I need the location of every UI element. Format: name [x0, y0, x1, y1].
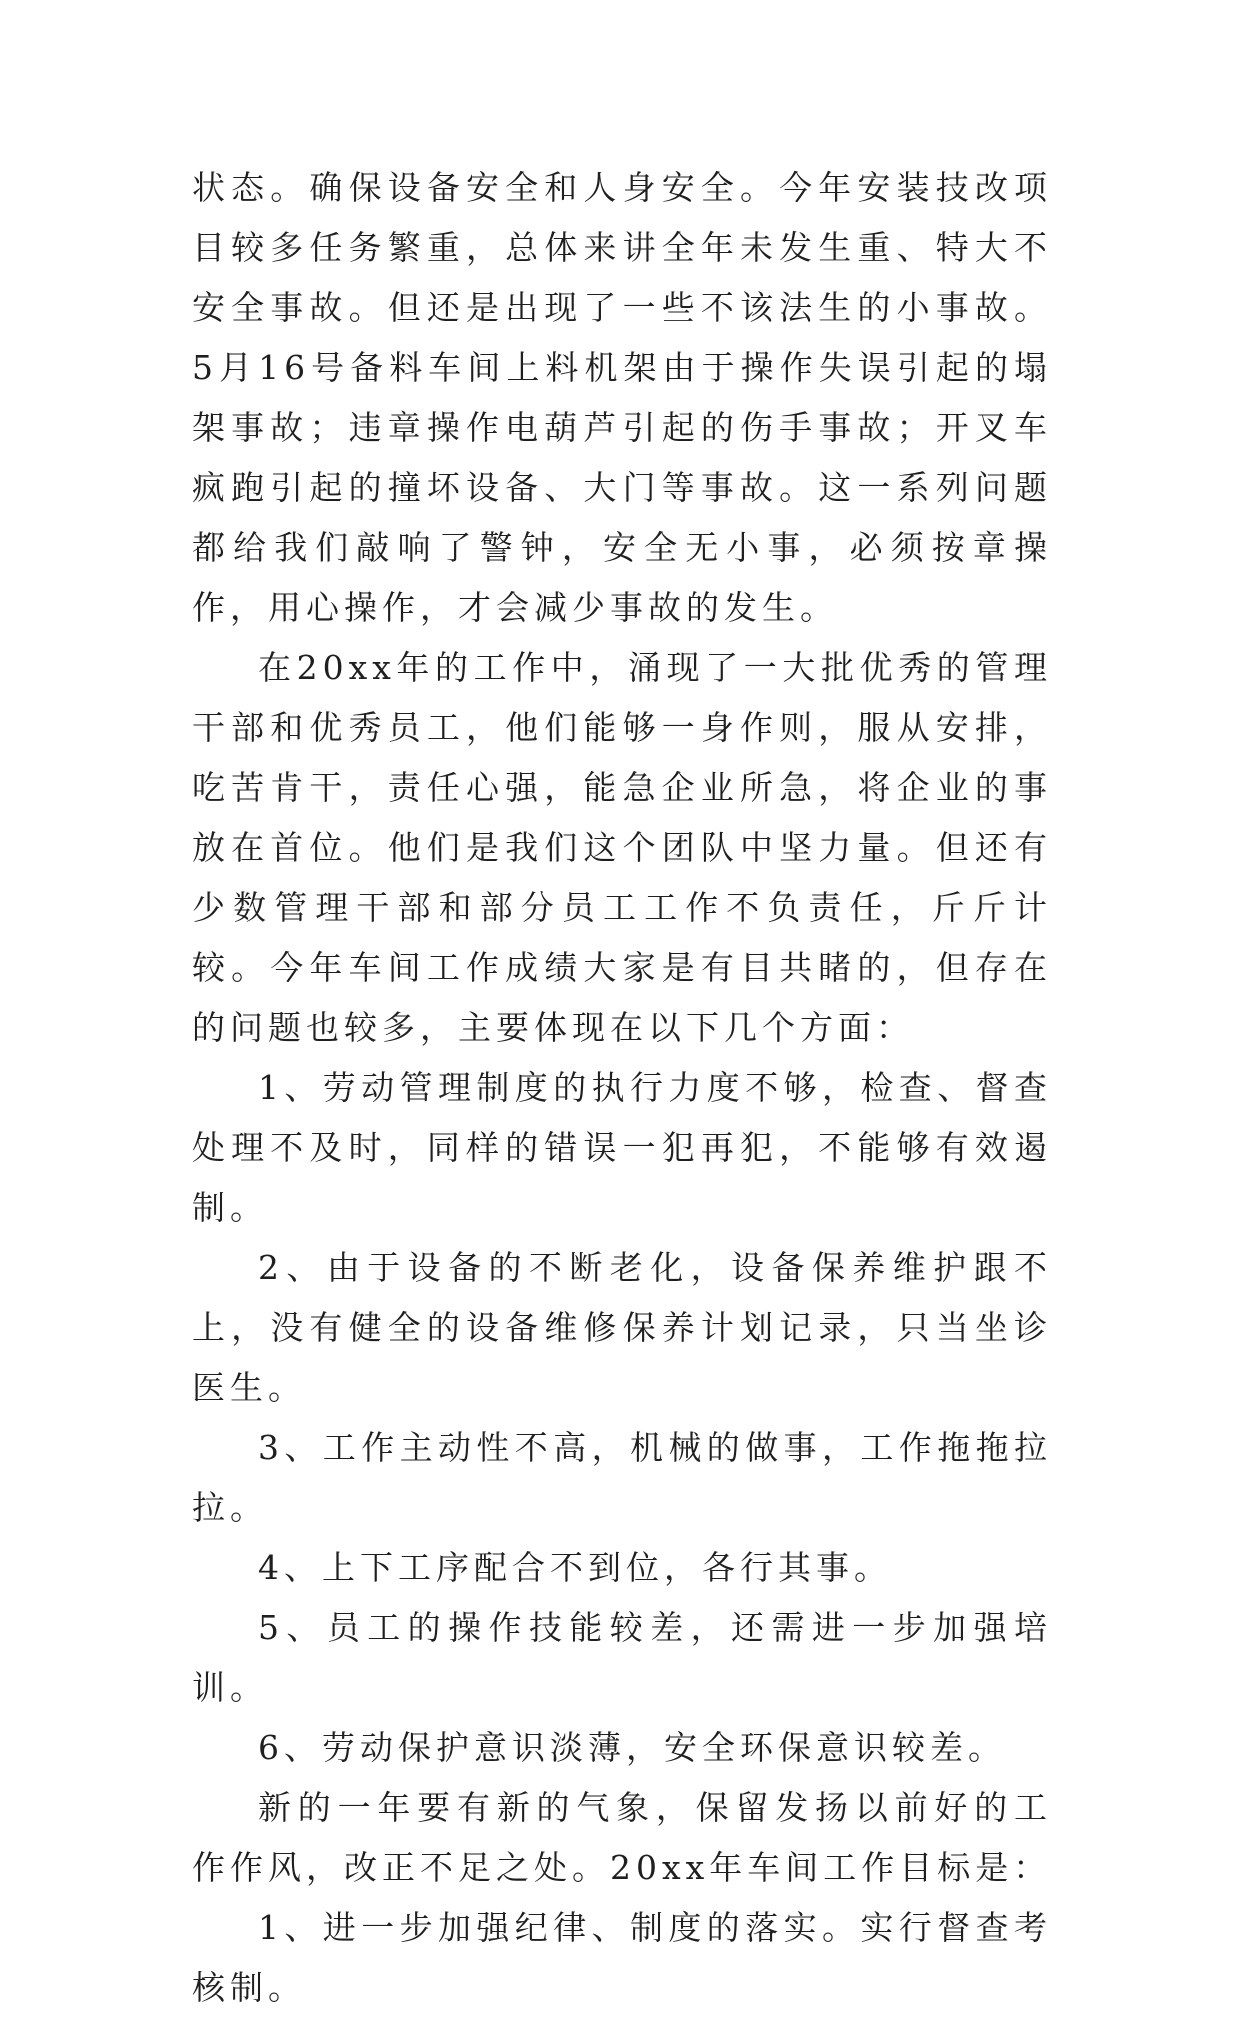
list-item-problem-4: 4、上下工序配合不到位，各行其事。: [258, 1548, 892, 1587]
list-item-problem-6: 6、劳动保护意识淡薄，安全环保意识较差。: [258, 1728, 1006, 1767]
list-item-problem-2: 2、由于设备的不断老化，设备保养维护跟不上，没有健全的设备维修保养计划记录，只当坐诊医生。: [192, 1248, 1052, 1407]
paragraph-safety-summary: 状态。确保设备安全和人身安全。今年安装技改项目较多任务繁重，总体来讲全年未发生重、特大不安全事故。但还是出现了一些不该法生的小事故。5月16号备料车间上料机架由于操作失误引起的塌架事故；违章操作电葫芦引起的伤手事故；开叉车疯跑引起的撞坏设备、大门等事故。这一系列问题都给我们敲响了警钟，安全无小事，必须按章操作，用心操作，才会减少事故的发生。: [192, 168, 1052, 627]
document-body: [192, 158, 1052, 2018]
paragraph-new-year-goals: 新的一年要有新的气象，保留发扬以前好的工作作风，改正不足之处。20xx年车间工作目标是：: [192, 1788, 1052, 1887]
list-item-goal-1: 1、进一步加强纪律、制度的落实。实行督查考核制。: [192, 1908, 1052, 2007]
list-item-problem-5: 5、员工的操作技能较差，还需进一步加强培训。: [192, 1608, 1052, 1707]
paragraph-staff-evaluation: 在20xx年的工作中，涌现了一大批优秀的管理干部和优秀员工，他们能够一身作则，服从安排，吃苦肯干，责任心强，能急企业所急，将企业的事放在首位。他们是我们这个团队中坚力量。但还有少数管理干部和部分员工工作不负责任，斤斤计较。今年车间工作成绩大家是有目共睹的，但存在的问题也较多，主要体现在以下几个方面：: [192, 648, 1052, 1047]
list-item-problem-1: 1、劳动管理制度的执行力度不够，检查、督查处理不及时，同样的错误一犯再犯，不能够有效遏制。: [192, 1068, 1052, 1227]
list-item-problem-3: 3、工作主动性不高，机械的做事，工作拖拖拉拉。: [192, 1428, 1052, 1527]
